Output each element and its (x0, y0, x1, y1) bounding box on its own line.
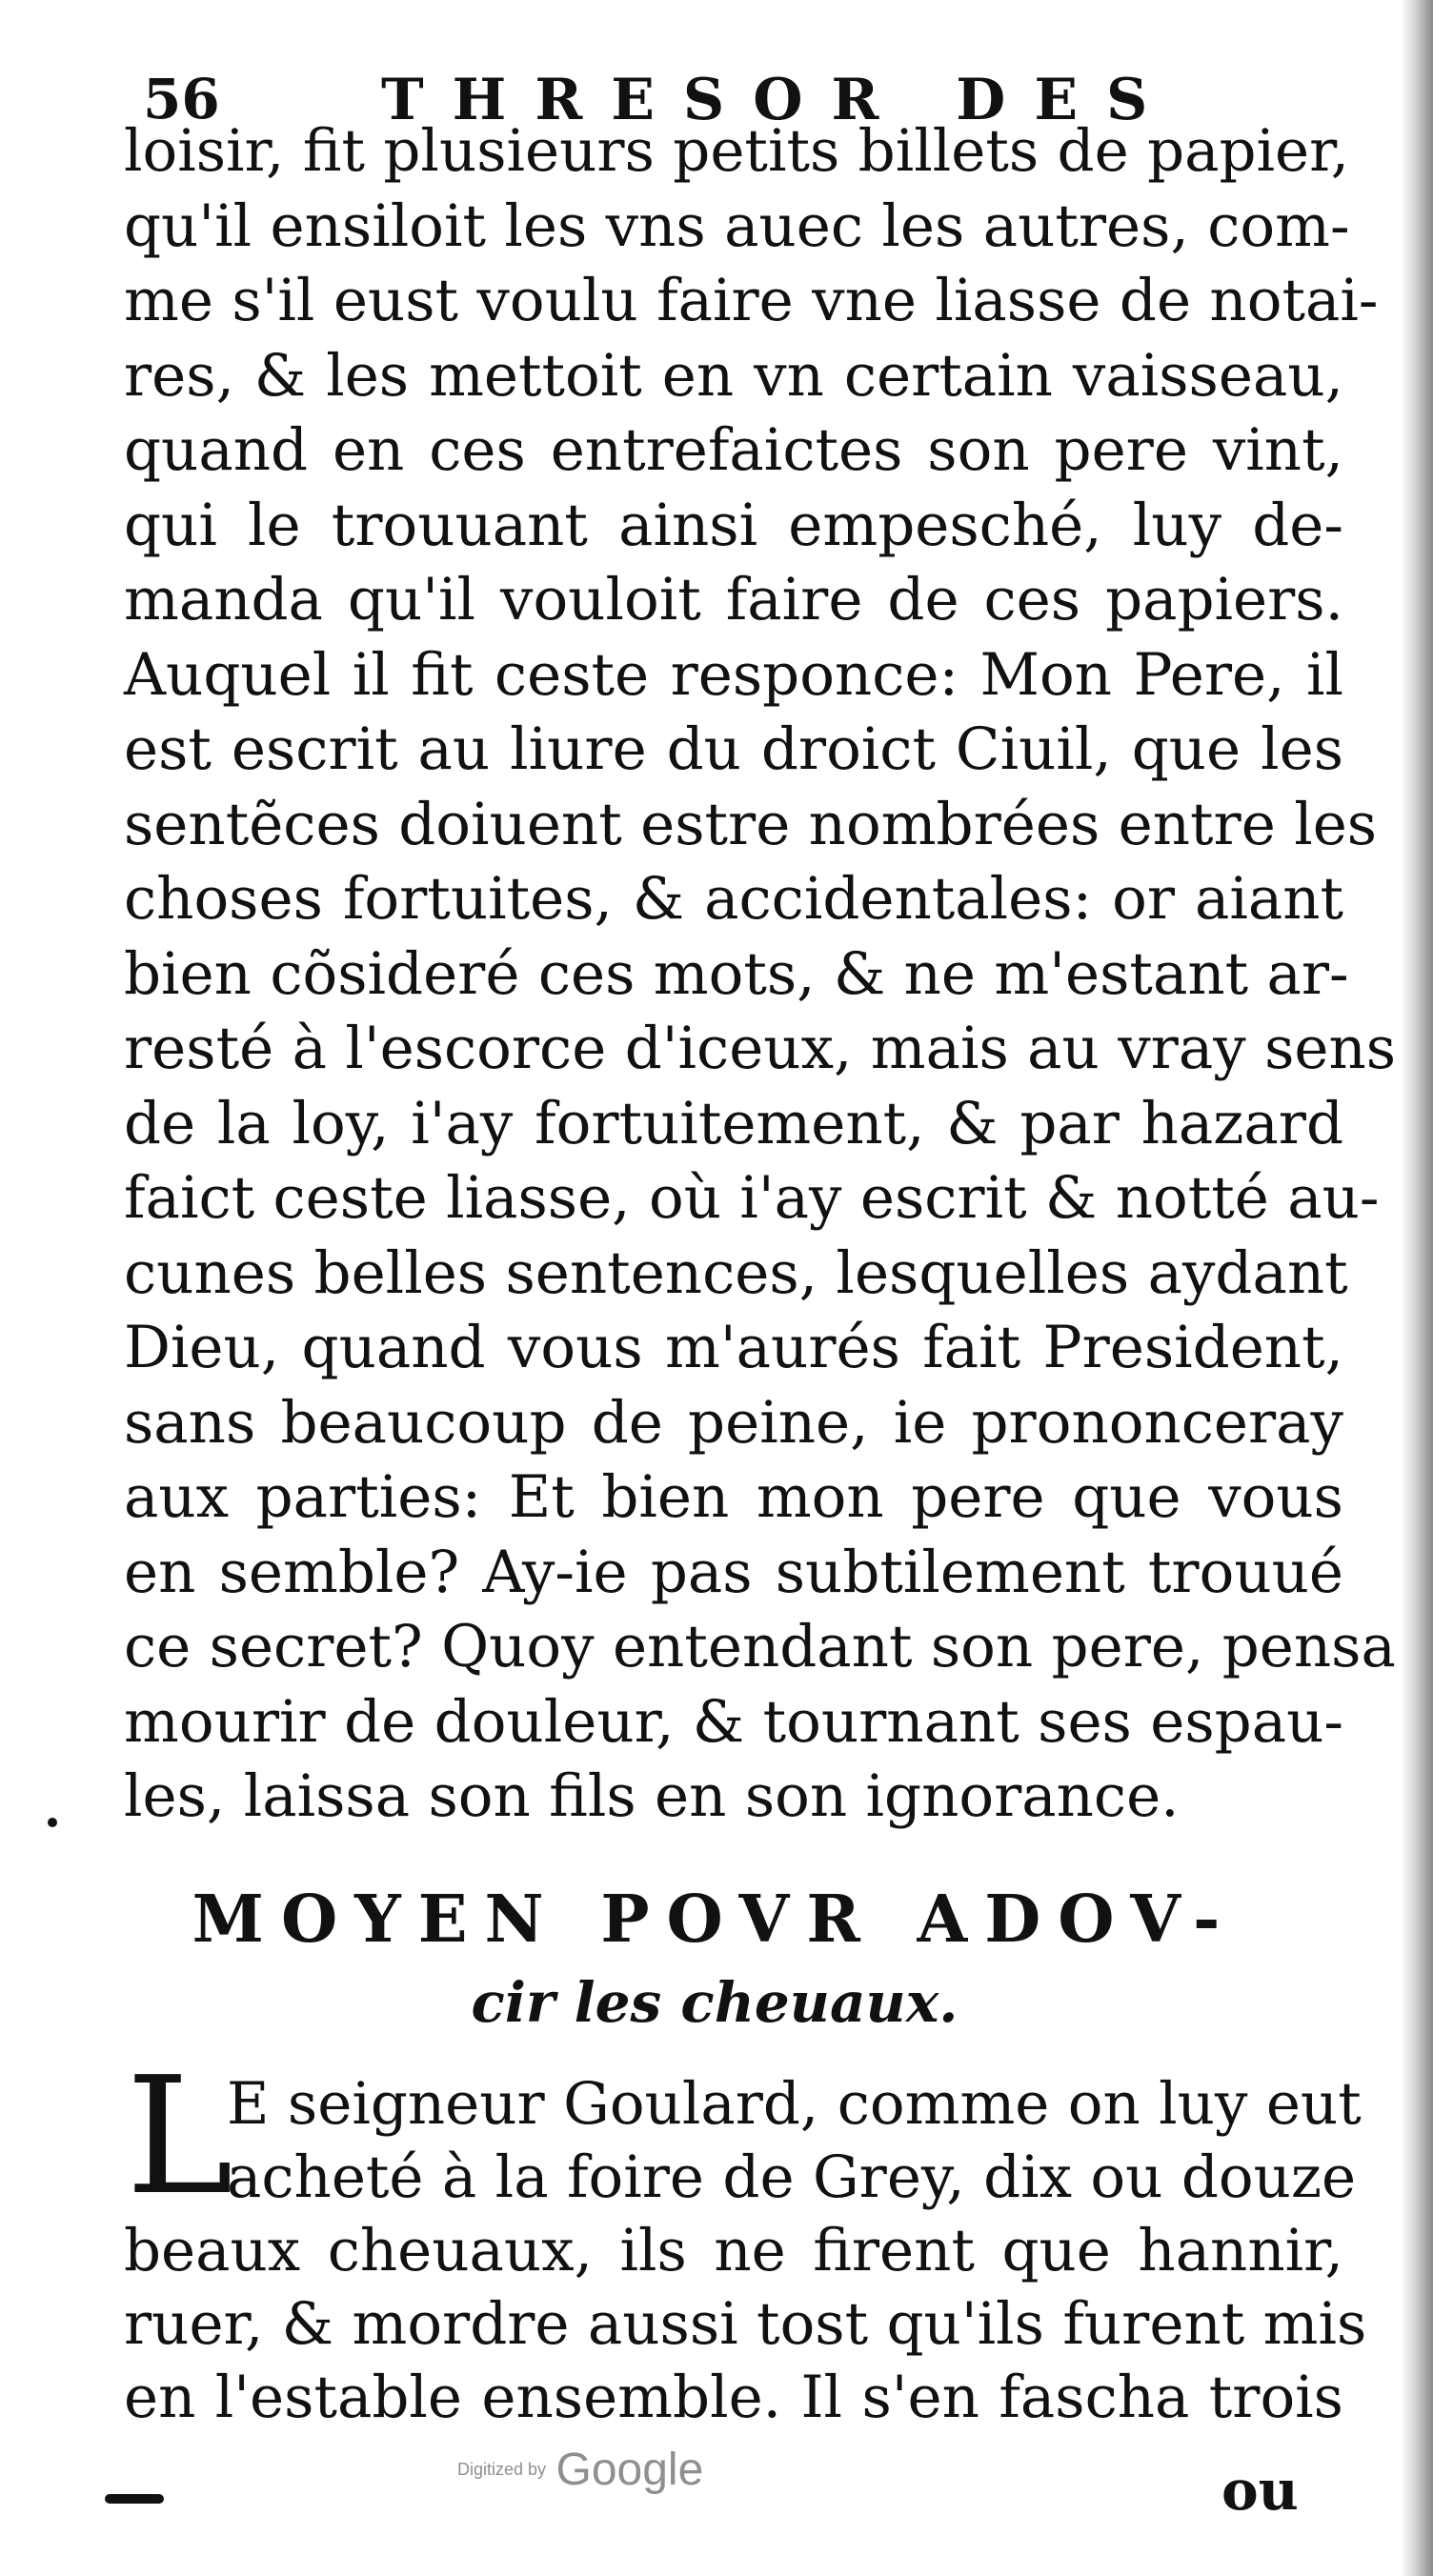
text-line: bien cõsideré ces mots, & ne m'estant ar- (124, 939, 1349, 1008)
text-line: faict ceste liasse, où i'ay escrit & notté au- (124, 1164, 1380, 1232)
text-line: sentẽces doiuent estre nombrées entre les (124, 790, 1378, 858)
text-line: de la loy, i'ay fortuitement, & par hazard (124, 1089, 1343, 1157)
text-line: qui le trouuant ainsi empesché, luy de- (124, 491, 1343, 559)
section-subheading: cir les cheuaux. (471, 1970, 959, 2035)
section-heading: MOYEN POVR ADOV- (192, 1882, 1238, 1958)
page-number: 56 (143, 67, 220, 131)
text-line: en l'estable ensemble. Il s'en fascha trois (124, 2364, 1343, 2431)
signature-dash-mark (105, 2494, 164, 2504)
paragraph-2 (124, 2043, 1367, 2434)
text-line: acheté à la foire de Grey, dix ou douze (227, 2143, 1357, 2211)
watermark-brand: Google (555, 2445, 704, 2495)
page-edge-shadow (1401, 0, 1433, 2576)
digitized-watermark (457, 2444, 703, 2496)
text-line: beaux cheuaux, ils ne firent que hannir, (124, 2217, 1343, 2284)
text-line: resté à l'escorce d'iceux, mais au vray sens (124, 1015, 1397, 1082)
text-line: ruer, & mordre aussi tost qu'ils furent mis (124, 2290, 1367, 2358)
catchword: ou (1221, 2458, 1299, 2523)
text-line: aux parties: Et bien mon pere que vous (124, 1463, 1343, 1531)
text-line: quand en ces entrefaictes son pere vint, (124, 416, 1343, 484)
text-line: res, & les mettoit en vn certain vaisseau, (124, 341, 1343, 410)
text-line: cunes belles sentences, lesquelles aydant (124, 1238, 1348, 1307)
margin-mark (48, 1818, 57, 1827)
drop-capital: L (126, 2043, 233, 2231)
text-line: Dieu, quand vous m'aurés fait President, (124, 1314, 1343, 1381)
text-line: me s'il eust voulu faire vne liasse de notai- (124, 267, 1379, 334)
watermark-prefix: Digitized by (457, 2460, 547, 2479)
running-title: THRESOR DES (381, 67, 1177, 133)
text-line: qu'il ensiloit les vns auec les autres, com- (124, 191, 1350, 260)
text-line: les, laissa son fils en son ignorance. (124, 1762, 1180, 1830)
text-line: est escrit au liure du droict Ciuil, que les (124, 715, 1343, 783)
text-line: mourir de douleur, & tournant ses espau- (124, 1687, 1343, 1756)
text-line: Auquel il fit ceste responce: Mon Pere, il (124, 640, 1343, 709)
text-line: loisir, fit plusieurs petits billets de papier, (124, 117, 1350, 185)
text-line: ce secret? Quoy entendant son pere, pensa (124, 1613, 1396, 1680)
paragraph-1 (124, 114, 1397, 1835)
text-line: E seigneur Goulard, comme on luy eut (227, 2070, 1362, 2138)
text-line: en semble? Ay-ie pas subtilement trouué (124, 1538, 1343, 1606)
text-line: sans beaucoup de peine, ie prononceray (124, 1388, 1343, 1457)
text-line: manda qu'il vouloit faire de ces papiers. (124, 566, 1343, 634)
text-line: choses fortuites, & accidentales: or aiant (124, 865, 1343, 933)
